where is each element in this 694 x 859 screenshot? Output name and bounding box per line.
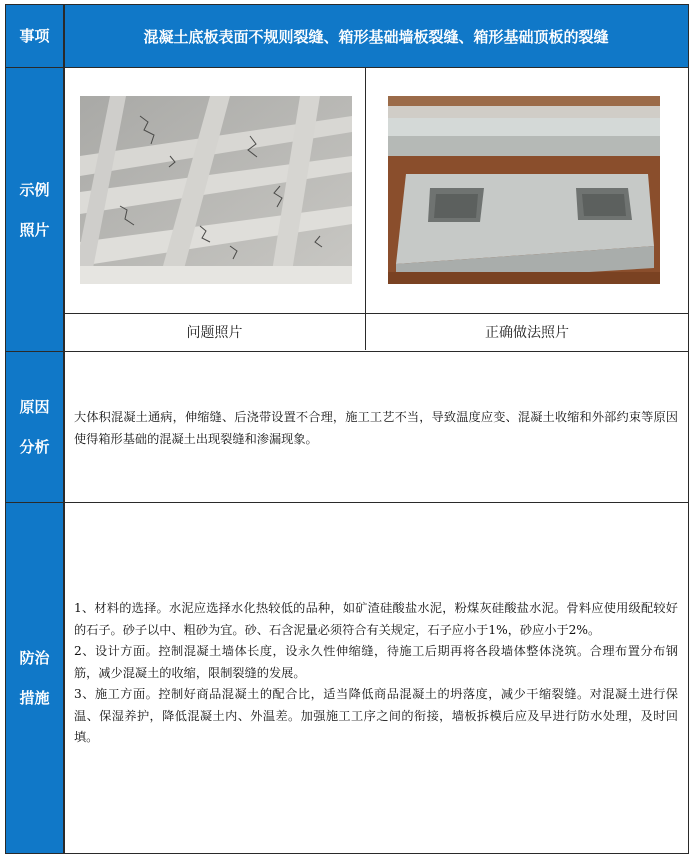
measure-item: 2、设计方面。控制混凝土墙体长度，设永久性伸缩缝，待施工后期再将各段墙体整体浇筑。合理布置分布钢筋，减少混凝土的收缩，限制裂缝的发展。 [74,644,678,680]
page-title: 混凝土底板表面不规则裂缝、箱形基础墙板裂缝、箱形基础顶板的裂缝 [64,5,688,67]
measures-content [64,503,688,853]
example-label-line-2: 照片 [19,220,50,239]
measures-label-line-2: 措施 [19,689,50,707]
measures-label-line-1: 防治 [19,649,50,667]
problem-photo [80,96,352,284]
example-content [64,68,688,351]
problem-photo-cell [64,68,366,313]
defect-table [5,4,689,854]
cause-content [64,352,688,502]
measures-row [6,503,688,853]
cause-label-line-1: 原因 [19,398,50,416]
measure-item: 1、材料的选择。水泥应选择水化热较低的品种，如矿渣硅酸盐水泥，粉煤灰硅酸盐水泥。骨料应使用级配较好的石子。砂子以中、粗砂为宜。砂、石含泥量必须符合有关规定，石子应小于1%，砂应小于2%。 [74,601,678,637]
correct-photo-cell [366,68,688,313]
correct-caption: 正确做法照片 [485,325,569,341]
example-label [6,68,64,351]
measures-list [74,598,678,749]
cause-label-line-2: 分析 [19,438,50,456]
header-row [6,5,688,67]
problem-caption: 问题照片 [64,314,366,350]
column-divider [64,5,65,853]
example-row [6,68,688,351]
cause-text: 大体积混凝土通病，伸缩缝、后浇带设置不合理，施工工艺不当，导致温度应变、混凝土收缩和外部约束等原因使得箱形基础的混凝土出现裂缝和渗漏现象。 [74,410,678,446]
correct-photo [388,96,660,284]
example-label-line-1: 示例 [19,180,50,199]
measures-label [6,503,64,853]
header-label: 事项 [6,5,64,67]
cause-label [6,352,64,502]
cause-row [6,352,688,502]
measure-item: 3、施工方面。控制好商品混凝土的配合比，适当降低商品混凝土的坍落度，减少干缩裂缝。对混凝土进行保温、保湿养护，降低混凝土内、外温差。加强施工工序之间的衔接，墙板拆模后应及早进行防水处理，及时回填。 [74,687,678,744]
